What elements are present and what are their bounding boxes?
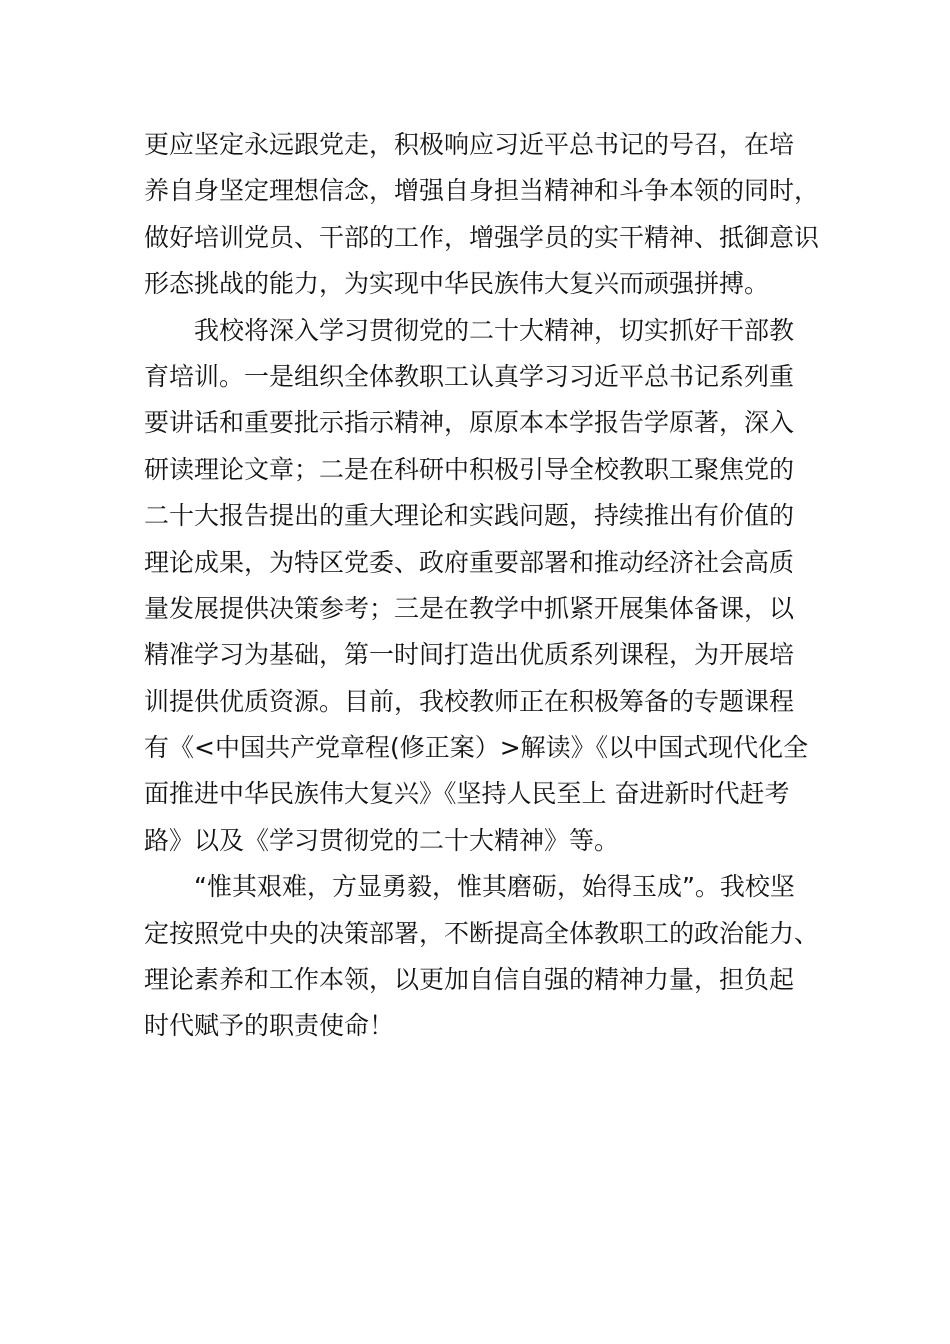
paragraph-3 [144,864,834,1050]
text-line: 二十大报告提出的重大理论和实践问题，持续推出有价值的 [144,501,795,531]
text-line: “惟其艰难，方显勇毅，惟其磨砺，始得玉成”。我校坚 [194,872,795,902]
text-line: 更应坚定永远跟党走，积极响应习近平总书记的号召，在培 [144,130,795,159]
paragraph-1 [144,122,834,308]
text-line: 量发展提供决策参考；三是在教学中抓紧开展集体备课，以 [144,593,795,623]
text-line: 研读理论文章；二是在科研中积极引导全校教职工聚焦党的 [144,454,795,484]
text-line: 面推进中华民族伟大复兴》《坚持人民至上 奋进新时代赶考 [144,779,790,809]
document-body [144,122,834,1050]
text-line: 做好培训党员、干部的工作，增强学员的实干精神、抵御意识 [144,222,820,252]
text-line: 我校将深入学习贯彻党的二十大精神，切实抓好干部教 [194,315,795,345]
text-line: 精准学习为基础，第一时间打造出优质系列课程，为开展培 [144,640,795,670]
text-line: 时代赋予的职责使命！ [144,1011,395,1041]
text-line: 定按照党中央的决策部署，不断提高全体教职工的政治能力、 [144,918,820,948]
text-line: 养自身坚定理想信念，增强自身担当精神和斗争本领的同时， [144,176,820,206]
text-line: 形态挑战的能力，为实现中华民族伟大复兴而顽强拼搏。 [144,269,770,299]
text-line: 要讲话和重要批示指示精神，原原本本学报告学原著，深入 [144,408,795,438]
text-line: 育培训。一是组织全体教职工认真学习习近平总书记系列重 [144,361,795,391]
text-line: 理论成果，为特区党委、政府重要部署和推动经济社会高质 [144,547,795,577]
text-line: 有《<中国共产党章程(修正案）>解读》《以中国式现代化全 [144,733,809,763]
text-line: 理论素养和工作本领，以更加自信自强的精神力量，担负起 [144,965,795,995]
text-line: 路》以及《学习贯彻党的二十大精神》等。 [144,825,620,855]
text-line: 训提供优质资源。目前，我校教师正在积极筹备的专题课程 [144,686,795,716]
paragraph-2 [144,308,834,865]
